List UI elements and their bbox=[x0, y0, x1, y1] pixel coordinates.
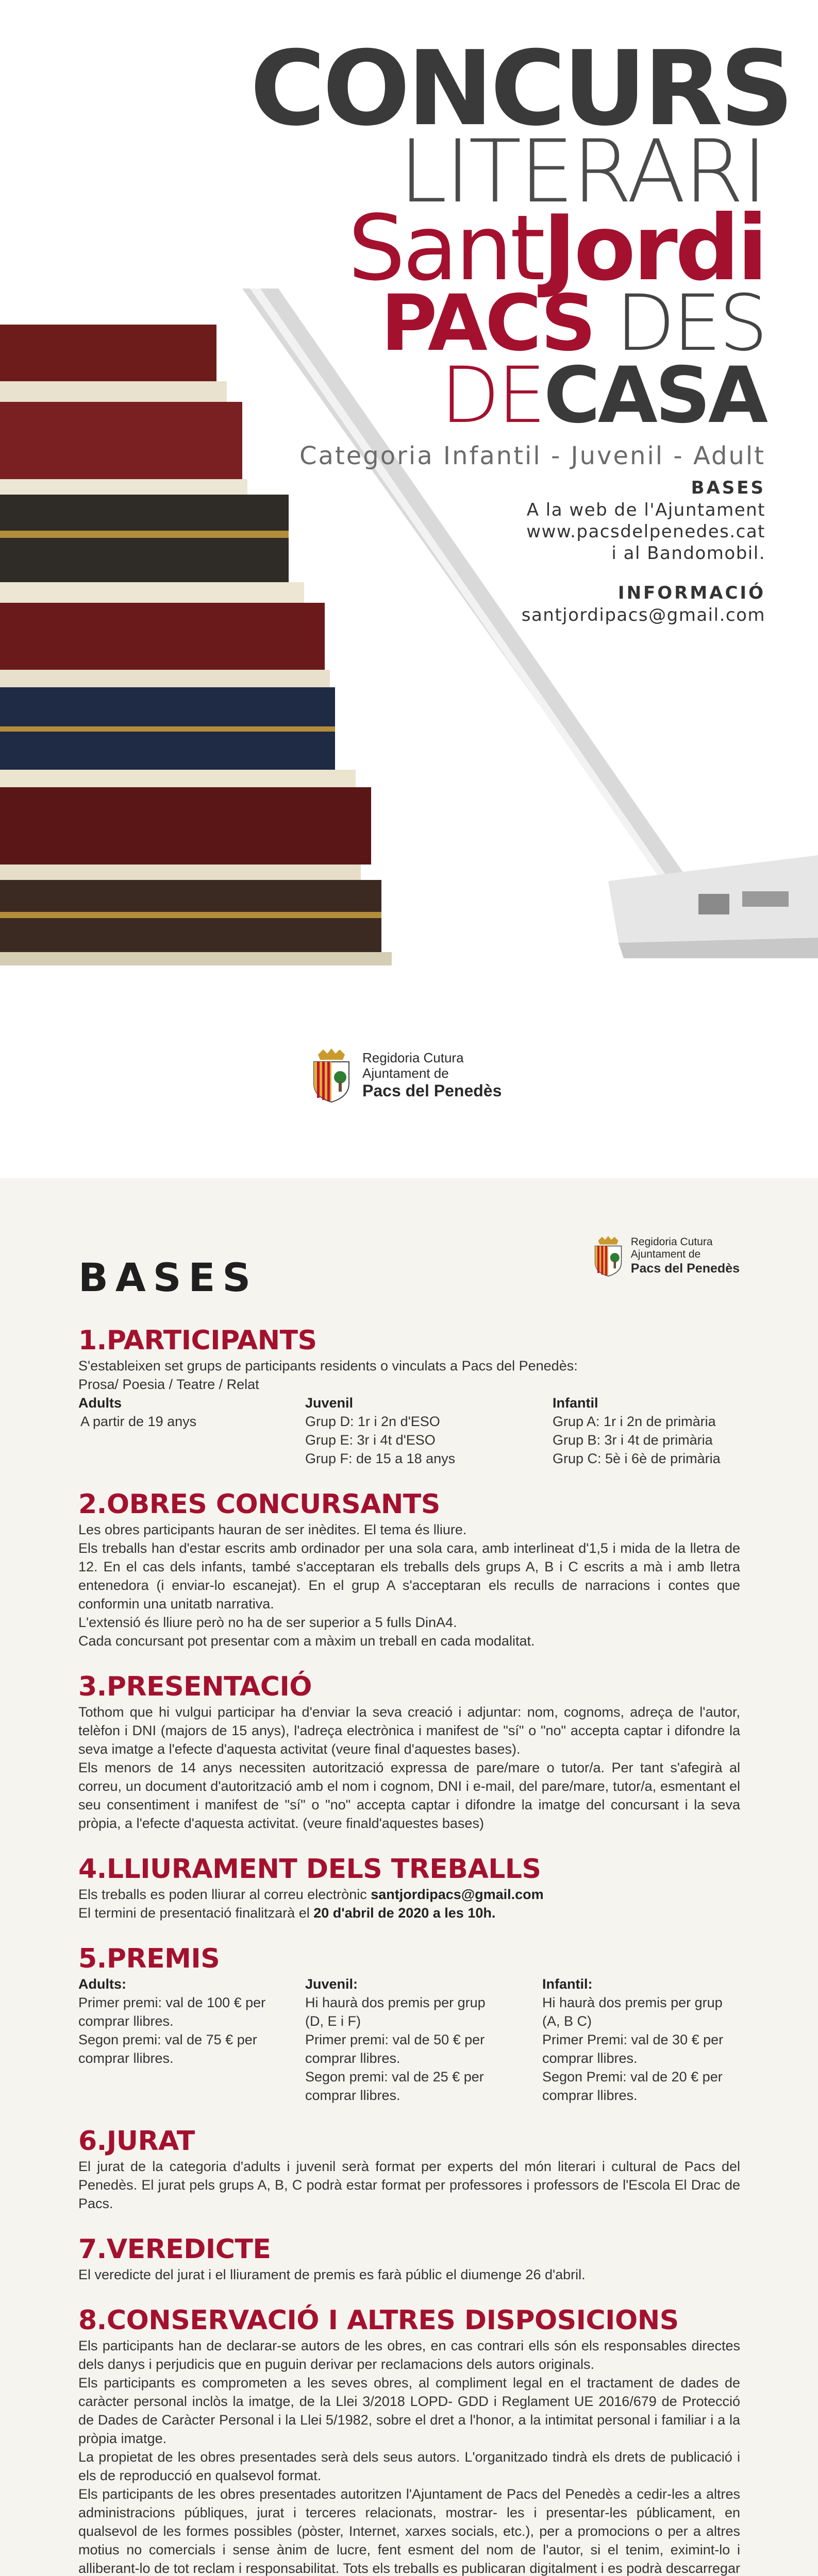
lliurament-email[interactable]: santjordipacs@gmail.com bbox=[371, 1887, 544, 1902]
section-heading-conservacio: 8.CONSERVACIÓ I ALTRES DISPOSICIONS bbox=[78, 2305, 679, 2336]
participants-intro2: Prosa/ Poesia / Teatre / Relat bbox=[78, 1377, 259, 1392]
group-row: Grup B: 3r i 4t de primària bbox=[553, 1432, 713, 1448]
jurat-p1: El jurat de la categoria d'adults i juvenil serà format per experts del món literari i cultural de Pacs del Penedès. El jurat pels grups A, B, C podrà estar format per professores i professors de l'Escola El Drac de Pacs. bbox=[78, 2159, 740, 2211]
obres-p4: Cada concursant pot presentar com a màxim un treball en cada modalitat. bbox=[78, 1633, 535, 1649]
title-sant-jordi bbox=[250, 196, 765, 301]
info-bases-line1: A la web de l'Ajuntament bbox=[526, 500, 765, 520]
poster-categories: Categoria Infantil - Juvenil - Adult bbox=[299, 442, 765, 470]
conservacio-p3: La propietat de les obres presentades serà dels seus autors. L'organitzado tindrà els drets de publicació i els de reproducció en qualsevol format. bbox=[78, 2449, 740, 2483]
group-column-juvenil bbox=[305, 1394, 553, 1468]
obres-p2: Els treballs han d'estar escrits amb ordinador per una sola cara, amb interlineat d'1,5 i mida de la lletra de 12. En el cas dels infants, també s'acceptaran els treballs dels grups A, B i C escrits a mà i amb lletra entenedora (i enviar-lo escanejat). En el grup A s'acceptaran els reculls de narracions i contes que conformin una unitatb narrativa. bbox=[78, 1540, 740, 1612]
info-bases-line3: i al Bandomobil. bbox=[611, 543, 765, 564]
section-heading-premis: 5.PREMIS bbox=[78, 1943, 220, 1974]
premis-row: comprar llibres. bbox=[305, 2050, 400, 2066]
premis-row: comprar llibres. bbox=[78, 2013, 174, 2029]
section-heading-veredicte: 7.VEREDICTE bbox=[78, 2234, 271, 2265]
premis-row: comprar llibres. bbox=[542, 2050, 638, 2066]
logo-line3: Pacs del Penedès bbox=[630, 1261, 740, 1276]
premis-column-head: Adults: bbox=[78, 1976, 126, 1992]
group-row: A partir de 19 anys bbox=[80, 1414, 197, 1429]
title-casa: CASA bbox=[543, 351, 765, 440]
obres-p1: Les obres participants hauran de ser inèdites. El tema és lliure. bbox=[78, 1522, 467, 1537]
section-heading-presentacio: 3.PRESENTACIÓ bbox=[78, 1671, 312, 1702]
obres-p3: L'extensió és lliure però no ha de ser superior a 5 fulls DinA4. bbox=[78, 1615, 457, 1630]
title-literari: LITERARI bbox=[398, 121, 765, 222]
poster bbox=[0, 0, 818, 1178]
title-concurs: CONCURS bbox=[250, 29, 791, 149]
lliurament-p2 bbox=[78, 1904, 740, 1922]
group-column-adults bbox=[78, 1394, 305, 1468]
group-row: Grup E: 3r i 4t d'ESO bbox=[305, 1432, 436, 1448]
group-row: Grup C: 5è i 6è de primària bbox=[553, 1451, 721, 1466]
premis-row: Segon Premi: val de 20 € per bbox=[542, 2069, 723, 2084]
poster-info bbox=[456, 477, 765, 626]
premis-column-juvenil bbox=[305, 1975, 542, 2105]
premis-row: (A, B C) bbox=[542, 2013, 592, 2029]
conservacio-p4: Els participants de les obres presentades autoritzen l'Ajuntament de Pacs del Penedès a cedir-les a altres administracions públiques, jurat i terceres relacionats, mostrar- les i presentar-les públicament, en qualsevol de les formes possibles (pòster, Internet, xarxes socials, etc.), per a promocions o per a altres motius no comercials i sense ànim de lucre, fent esment del nom de l'autor, si el tenim, eximint-lo i alliberant-lo de tot reclam i responsabilitat. Tots els treballs es publicaran digitalment i es podrà descarregar bbox=[78, 2486, 740, 2576]
logo-line2: Ajuntament de bbox=[630, 1248, 701, 1260]
coat-of-arms-icon bbox=[311, 1047, 352, 1103]
logo-line1: Regidoria Cutura bbox=[630, 1236, 713, 1248]
presentacio-p1: Tothom que hi vulgui participar ha d'enviar la seva creació i adjuntar: nom, cognoms, adreça de l'autor, telèfon i DNI (majors de 15 anys), l'adreça electrònica i manifest de "sí" o "no" accepta captar i difondre la seva imatge a l'efecte d'aquesta activitat (veure final d'aquestes bases). bbox=[78, 1704, 740, 1757]
section-heading-obres: 2.OBRES CONCURSANTS bbox=[78, 1489, 440, 1520]
section-heading-participants: 1.PARTICIPANTS bbox=[78, 1325, 317, 1356]
participants-groups bbox=[78, 1394, 740, 1468]
veredicte-p1: El veredicte del jurat i el lliurament de premis es farà públic el diumenge 26 d'abril. bbox=[78, 2267, 586, 2282]
premis-column-head: Juvenil: bbox=[305, 1976, 358, 1992]
conservacio-p1: Els participants han de declarar-se autors de les obres, en cas contrari ells són els responsables directes dels danys i perjudicis que en puguin derivar per reclamacions dels autors originals. bbox=[78, 2338, 740, 2372]
premis-row: Hi haurà dos premis per grup bbox=[542, 1995, 723, 2010]
presentacio-p2: Els menors de 14 anys necessiten autorització expressa de pare/mare o tutor/a. Per tant s'afegirà al correu, un document d'autorització amb el nom i cognom, DNI i e-mail, del pare/mare, tutor/a, esmentant el seu consentiment i manifest de "sí" o "no" accepta captar i difondre la imatge del concursant i la seva pròpia, a l'efecte d'aquesta activitat. (veure finald'aquestes bases) bbox=[78, 1760, 740, 1831]
group-row: Grup F: de 15 a 18 anys bbox=[305, 1451, 456, 1466]
conservacio-p2: Els participants es comprometen a les seves obres, al compliment legal en el tractament de dades de caràcter personal inclòs la imatge, de la Llei 3/2018 LOPD- GDD i Reglament UE 2016/679 de Protecció de Dades de Caràcter Personal i la Llei 5/1982, sobre el dret a l'honor, a la intimitat personal i familiar i a la pròpia imatge. bbox=[78, 2375, 740, 2446]
poster-title bbox=[250, 29, 791, 474]
group-column-infantil bbox=[553, 1394, 740, 1468]
title-des: DES bbox=[593, 279, 765, 368]
lliurament-p2-text: El termini de presentació finalitzarà el bbox=[78, 1905, 314, 1921]
group-column-head: Adults bbox=[78, 1395, 122, 1411]
info-informacio-heading: INFORMACIÓ bbox=[617, 583, 765, 603]
premis-row: Hi haurà dos premis per grup bbox=[305, 1995, 486, 2010]
group-row: Grup A: 1r i 2n de primària bbox=[553, 1414, 716, 1429]
poster-logo bbox=[311, 1047, 502, 1103]
title-sant: Sant bbox=[348, 196, 543, 301]
logo-line1: Regidoria Cutura bbox=[362, 1050, 464, 1065]
premis-row: Segon premi: val de 25 € per bbox=[305, 2069, 484, 2084]
premis-column-head: Infantil: bbox=[542, 1976, 593, 1992]
premis-row: Primer premi: val de 100 € per bbox=[78, 1995, 266, 2010]
premis-columns bbox=[78, 1975, 740, 2105]
premis-row: comprar llibres. bbox=[542, 2088, 638, 2103]
lliurament-p1-text: Els treballs es poden lliurar al correu electrònic bbox=[78, 1887, 371, 1902]
logo-line3: Pacs del Penedès bbox=[362, 1081, 502, 1100]
bases-sheet bbox=[0, 1178, 818, 2576]
premis-row: (D, E i F) bbox=[305, 2013, 361, 2029]
group-column-head: Juvenil bbox=[305, 1395, 354, 1411]
premis-row: comprar llibres. bbox=[305, 2088, 400, 2103]
lliurament-deadline: 20 d'abril de 2020 a les 10h. bbox=[313, 1905, 496, 1921]
lliurament-p1 bbox=[78, 1885, 740, 1904]
title-pacs: PACS bbox=[380, 279, 594, 368]
bases-content bbox=[78, 1255, 740, 2576]
premis-row: comprar llibres. bbox=[78, 2050, 174, 2066]
premis-row: Segon premi: val de 75 € per bbox=[78, 2032, 257, 2047]
group-column-head: Infantil bbox=[553, 1395, 598, 1411]
premis-column-infantil bbox=[542, 1975, 740, 2105]
title-de: DE bbox=[440, 351, 544, 440]
info-bases-heading: BASES bbox=[691, 478, 765, 498]
participants-intro1: S'estableixen set grups de participants residents o vinculats a Pacs del Penedès: bbox=[78, 1358, 578, 1374]
logo-line2: Ajuntament de bbox=[362, 1065, 449, 1081]
section-heading-jurat: 6.JURAT bbox=[78, 2126, 195, 2157]
premis-row: Primer premi: val de 50 € per bbox=[305, 2032, 485, 2047]
premis-row: Primer Premi: val de 30 € per bbox=[542, 2032, 724, 2047]
premis-column-adults bbox=[78, 1975, 305, 2105]
info-email[interactable]: santjordipacs@gmail.com bbox=[521, 605, 765, 625]
logo-text bbox=[362, 1050, 502, 1100]
group-row: Grup D: 1r i 2n d'ESO bbox=[305, 1414, 440, 1429]
info-website[interactable]: www.pacsdelpenedes.cat bbox=[526, 521, 765, 542]
title-pacs-des-de-casa bbox=[250, 279, 765, 440]
bases-title: BASES bbox=[78, 1255, 258, 1300]
title-jordi: Jordi bbox=[543, 196, 765, 301]
section-heading-lliurament: 4.LLIURAMENT DELS TREBALLS bbox=[78, 1854, 541, 1885]
